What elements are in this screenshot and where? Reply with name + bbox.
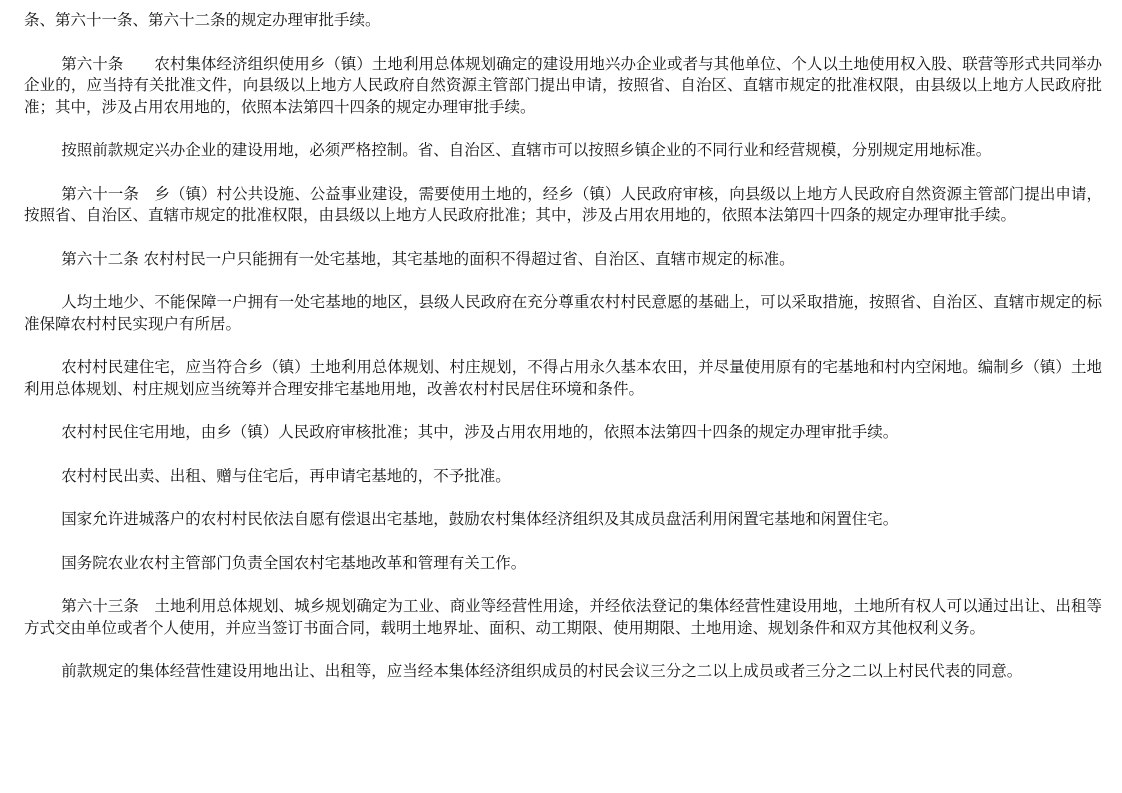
paragraph [24,661,1102,683]
paragraph-text: 条、第六十一条、第六十二条的规定办理审批手续。 [24,11,381,29]
paragraph-text: 国务院农业农村主管部门负责全国农村宅基地改革和管理有关工作。 [61,553,527,572]
paragraph [24,509,1102,531]
paragraph-text: 土地利用总体规划、城乡规划确定为工业、商业等经营性用途，并经依法登记的集体经营性建设用地，土地所有权人可以通过出让、出租等方式交由单位或者个人使用，并应当签订书面合同，载明土地界址、面积、动工期限、使用期限、土地用途、规划条件和双方其他权利义务。 [24,597,1102,637]
paragraph-text: 国家允许进城落户的农村村民依法自愿有偿退出宅基地，鼓励农村集体经济组织及其成员盘活利用闲置宅基地和闲置住宅。 [61,510,899,528]
paragraph-continuation [24,10,1102,32]
article-number: 第六十一条 [61,184,155,203]
paragraph [24,357,1102,400]
article-63-paragraph [24,596,1102,639]
paragraph-text: 人均土地少、不能保障一户拥有一处宅基地的地区，县级人民政府在充分尊重农村村民意愿的基础上，可以采取措施，按照省、自治区、直辖市规定的标准保障农村村民实现户有所居。 [24,293,1102,333]
paragraph [24,140,1102,162]
article-number: 第六十三条 [61,597,155,615]
paragraph-text: 农村村民住宅用地，由乡（镇）人民政府审核批准；其中，涉及占用农用地的，依照本法第四十四条的规定办理审批手续。 [61,423,899,441]
paragraph-text: 乡（镇）村公共设施、公益事业建设，需要使用土地的，经乡（镇）人民政府审核，向县级以上地方人民政府自然资源主管部门提出申请，按照省、自治区、直辖市规定的批准权限，由县级以上地方人民政府批准；其中，涉及占用农用地的，依照本法第四十四条的规定办理审批手续。 [24,184,1102,224]
article-60-paragraph [24,54,1102,119]
paragraph [24,422,1102,444]
paragraph-text: 农村村民建住宅，应当符合乡（镇）土地利用总体规划、村庄规划，不得占用永久基本农田，并尽量使用原有的宅基地和村内空闲地。编制乡（镇）土地利用总体规划、村庄规划应当统筹并合理安排宅基地用地，改善农村村民居住环境和条件。 [24,358,1102,398]
paragraph [24,553,1102,575]
article-62-paragraph [24,249,1102,271]
paragraph [24,292,1102,335]
paragraph-text: 农村村民出卖、出租、赠与住宅后，再申请宅基地的，不予批准。 [61,466,511,485]
paragraph-text: 按照前款规定兴办企业的建设用地，必须严格控制。省、自治区、直辖市可以按照乡镇企业的不同行业和经营规模，分别规定用地标准。 [61,141,992,159]
article-number: 第六十条 [61,54,155,73]
paragraph [24,466,1102,488]
paragraph-text: 农村村民一户只能拥有一处宅基地，其宅基地的面积不得超过省、自治区、直辖市规定的标准。 [143,249,795,268]
paragraph-text: 农村集体经济组织使用乡（镇）土地利用总体规划确定的建设用地兴办企业或者与其他单位、个人以土地使用权入股、联营等形式共同举办企业的，应当持有关批准文件，向县级以上地方人民政府自然资源主管部门提出申请，按照省、自治区、直辖市规定的批准权限，由县级以上地方人民政府批准；其中，涉及占用农用地的，依照本法第四十四条的规定办理审批手续。 [24,54,1102,116]
paragraph-text: 前款规定的集体经营性建设用地出让、出租等，应当经本集体经济组织成员的村民会议三分之二以上成员或者三分之二以上村民代表的同意。 [61,662,1023,680]
article-number: 第六十二条 [61,249,144,268]
article-61-paragraph [24,184,1102,227]
document-page [24,10,1102,705]
